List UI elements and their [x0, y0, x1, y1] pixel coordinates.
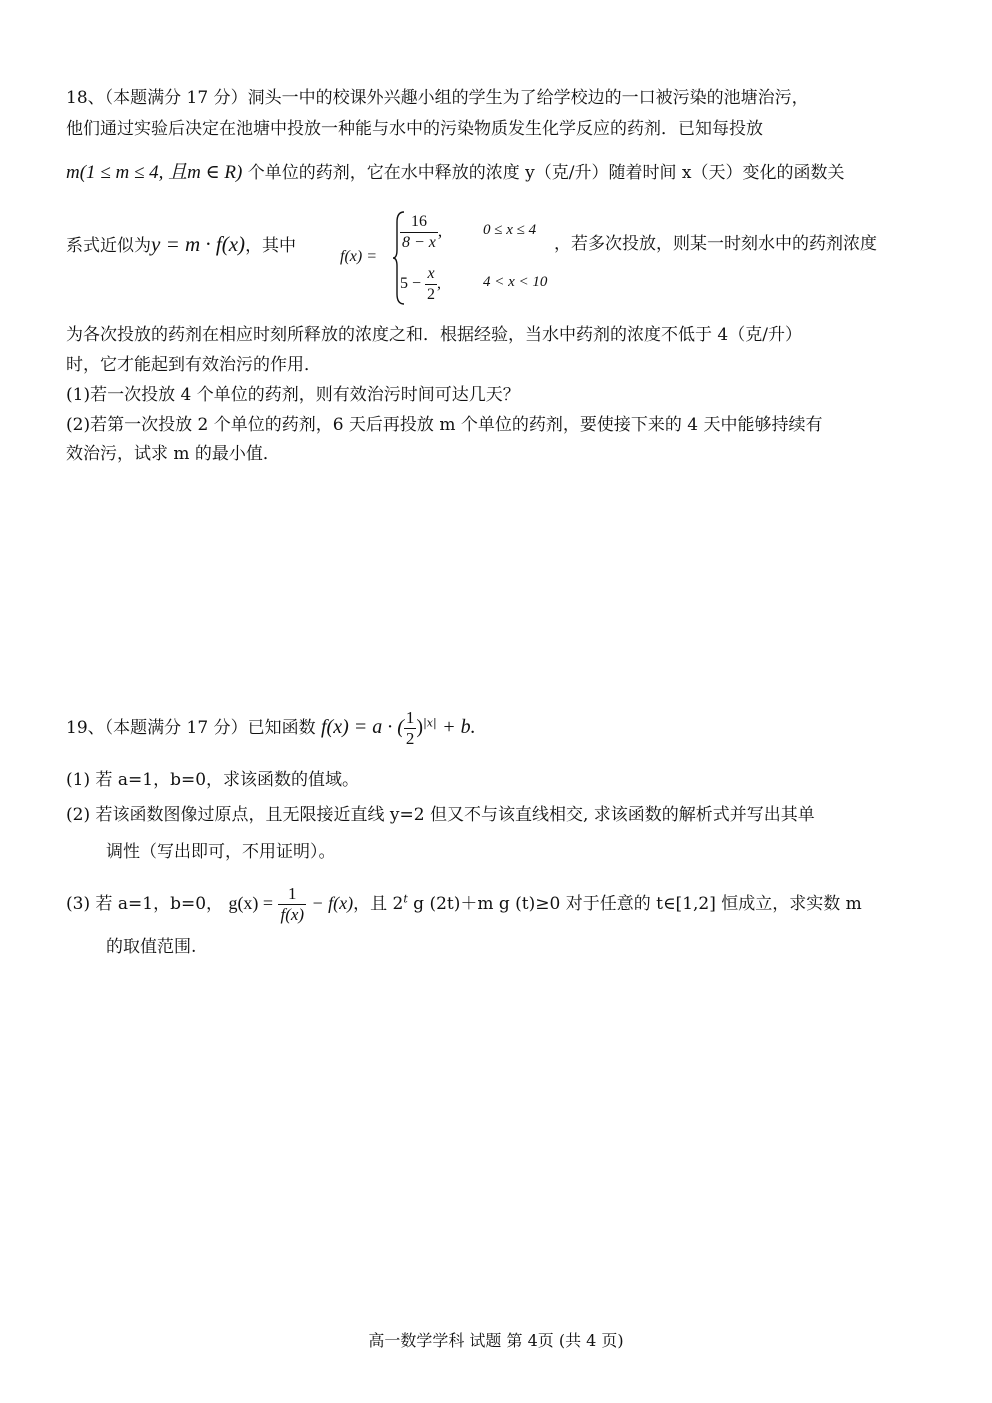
q19-frac-denominator: 2: [405, 729, 415, 748]
q18-sub-1: (1)若一次投放 4 个单位的药剂，则有效治污时间可达几天？: [66, 385, 520, 405]
q18-sub-2a: (2)若第一次投放 2 个单位的药剂，6 天后再投放 m 个单位的药剂，要使接下来的 4 天中能够持续有: [66, 415, 823, 435]
q19-f-lead: f(x) = a · (: [320, 716, 404, 738]
piece-2-expr: 5 − $\frac{x}{2}$ ,: [400, 265, 442, 303]
piece-1-numerator: 16: [400, 212, 438, 233]
q19-sub-3-mid: ，且 2: [353, 894, 404, 914]
g-formula-tail: − f(x): [311, 893, 354, 913]
piece-1-denominator: 8 − x: [402, 234, 436, 251]
q19-sub-2a: (2) 若该函数图像过原点，且无限接近直线 y=2 但又不与该直线相交, 求该函数的解析式并写出其单: [66, 805, 815, 825]
q19-sub-1: (1) 若 a=1，b=0，求该函数的值域。: [66, 770, 360, 790]
g-denominator: f(x): [280, 905, 305, 924]
q18-line-2: 他们通过实验后决定在池塘中投放一种能与水中的污染物质发生化学反应的药剂．已知每投放: [66, 119, 763, 139]
q19-exp-t: t: [403, 892, 408, 906]
q19-heading: [66, 708, 476, 749]
q18-line-3-text: 个单位的药剂，它在水中释放的浓度 y（克/升）随着时间 x（天）变化的函数关: [247, 163, 845, 183]
q19-sub-3-rest: g (2t)＋m g (t)≥0 对于任意的 t∈[1,2] 恒成立，求实数 m: [407, 894, 862, 914]
page-footer: 高一数学学科 试题 第 4页 (共 4 页): [368, 1331, 624, 1350]
q18-sub-2b: 效治污，试求 m 的最小值．: [66, 444, 280, 464]
q19-sub-3: [66, 884, 862, 925]
q18-line-4-text: 系式近似为: [66, 236, 151, 256]
q19-frac-numerator: 1: [405, 708, 415, 727]
q18-line-5: 为各次投放的药剂在相应时刻所释放的浓度之和．根据经验，当水中药剂的浓度不低于 4（克/升）: [66, 325, 802, 345]
g-numerator: 1: [278, 884, 306, 905]
y-formula: y = m · f(x): [151, 232, 246, 256]
q18-line-4a: [66, 232, 296, 258]
q18-line-6: 时，它才能起到有效治污的作用．: [66, 355, 321, 375]
q18-line-4c: ，若多次投放，则某一时刻水中的药剂浓度: [554, 234, 877, 254]
m-condition: m(1 ≤ m ≤ 4, 且m ∈ R): [66, 162, 243, 183]
g-formula-lead: g(x) =: [228, 893, 274, 913]
q18-line-4-mid: ，其中: [245, 236, 297, 256]
piece-2-numerator: x: [425, 264, 437, 285]
q19-f-tail: + b.: [442, 716, 476, 738]
q18-heading: 18、（本题满分 17 分）洞头一中的校课外兴趣小组的学生为了给学校边的一口被污染的池塘治污，: [66, 88, 809, 108]
piece-2-denominator: 2: [427, 286, 436, 303]
q19-sub-2b: 调性（写出即可，不用证明）。: [106, 842, 336, 862]
piece-1-condition: 0 ≤ x ≤ 4: [483, 222, 537, 238]
piece-1-fraction: $\frac{16}{8 - x}$ ,: [402, 213, 443, 251]
q19-f-close: ): [416, 716, 424, 738]
q19-heading-text: 19、（本题满分 17 分）已知函数: [66, 718, 316, 738]
q19-f-exponent: |x|: [423, 716, 437, 730]
piece-2-lead: 5 −: [400, 275, 422, 293]
q19-sub-3-lead: (3) 若 a=1，b=0，: [66, 894, 224, 914]
piece-2-condition: 4 < x < 10: [483, 274, 548, 290]
q19-sub-3-end: 的取值范围.: [106, 937, 197, 957]
fx-label: f(x) =: [340, 248, 377, 265]
q18-line-3: [66, 161, 845, 185]
